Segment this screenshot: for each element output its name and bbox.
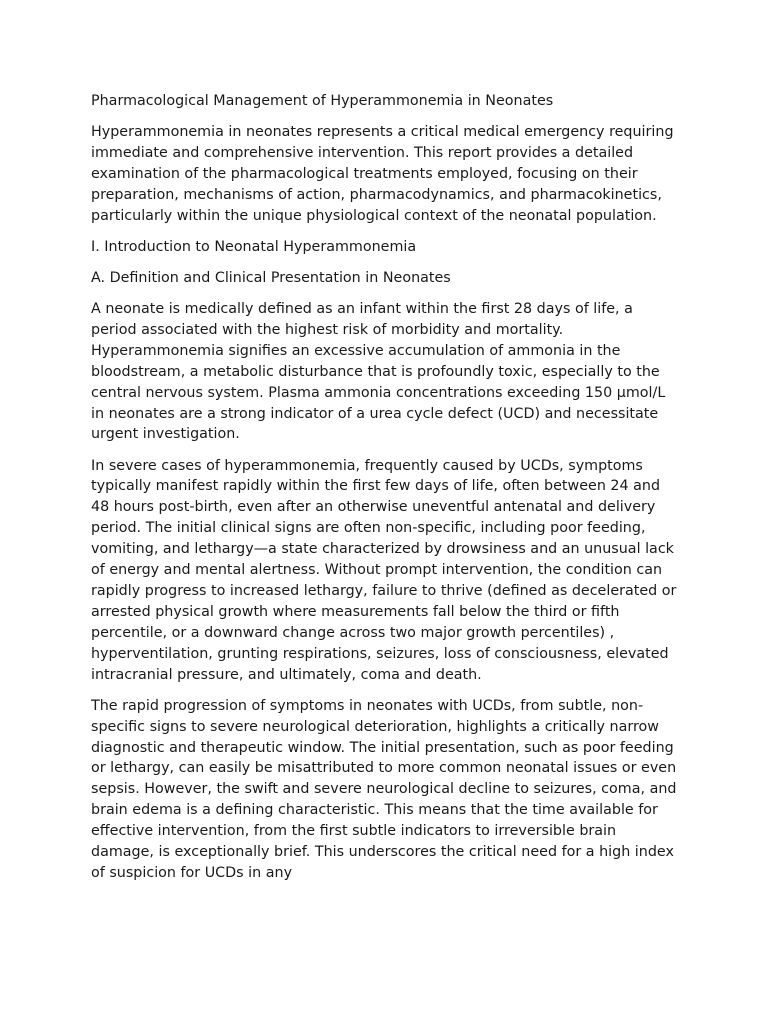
body-paragraph: In severe cases of hyperammonemia, frequently caused by UCDs, symptoms typically manifest rapidly within the first few days of life, often between 24 and 48 hours post-birth, even after an otherwise uneventful antenatal and delivery period. The initial clinical signs are often non-specific, including poor feeding, vomiting, and lethargy—a state characterized by drowsiness and an unusual lack of energy and mental alertness. Without prompt intervention, the condition can rapidly progress to increased lethargy, failure to thrive (defined as decelerated or arrested physical growth where measurements fall below the third or fifth percentile, or a downward change across two major growth percentiles) , hyperventilation, grunting respirations, seizures, loss of consciousness, elevated intracranial pressure, and ultimately, coma and death. <box>91 457 677 683</box>
section-heading: I. Introduction to Neonatal Hyperammonemia <box>91 238 417 255</box>
body-paragraph: The rapid progression of symptoms in neonates with UCDs, from subtle, non-specific signs to severe neurological deterioration, highlights a critically narrow diagnostic and therapeutic window. The initial presentation, such as poor feeding or lethargy, can easily be misattributed to more common neonatal issues or even sepsis. However, the swift and severe neurological decline to seizures, coma, and brain edema is a defining characteristic. This means that the time available for effective intervention, from the first subtle indicators to irreversible brain damage, is exceptionally brief. This underscores the critical need for a high index of suspicion for UCDs in any <box>91 697 677 881</box>
intro-paragraph: Hyperammonemia in neonates represents a critical medical emergency requiring immediate and comprehensive intervention. This report provides a detailed examination of the pharmacological treatments employed, focusing on their preparation, mechanisms of action, pharmacodynamics, and pharmacokinetics, particularly within the unique physiological context of the neonatal population. <box>91 124 674 224</box>
subsection-heading: A. Definition and Clinical Presentation in Neonates <box>91 269 451 286</box>
document-title: Pharmacological Management of Hyperammonemia in Neonates <box>91 93 554 109</box>
document-page <box>91 91 681 894</box>
body-paragraph: A neonate is medically defined as an infant within the first 28 days of life, a period associated with the highest risk of morbidity and mortality. Hyperammonemia signifies an excessive accumulation of ammonia in the bloodstream, a metabolic disturbance that is profoundly toxic, especially to the central nervous system. Plasma ammonia concentrations exceeding 150 µmol/L in neonates are a strong indicator of a urea cycle defect (UCD) and necessitate urgent investigation. <box>91 301 666 443</box>
